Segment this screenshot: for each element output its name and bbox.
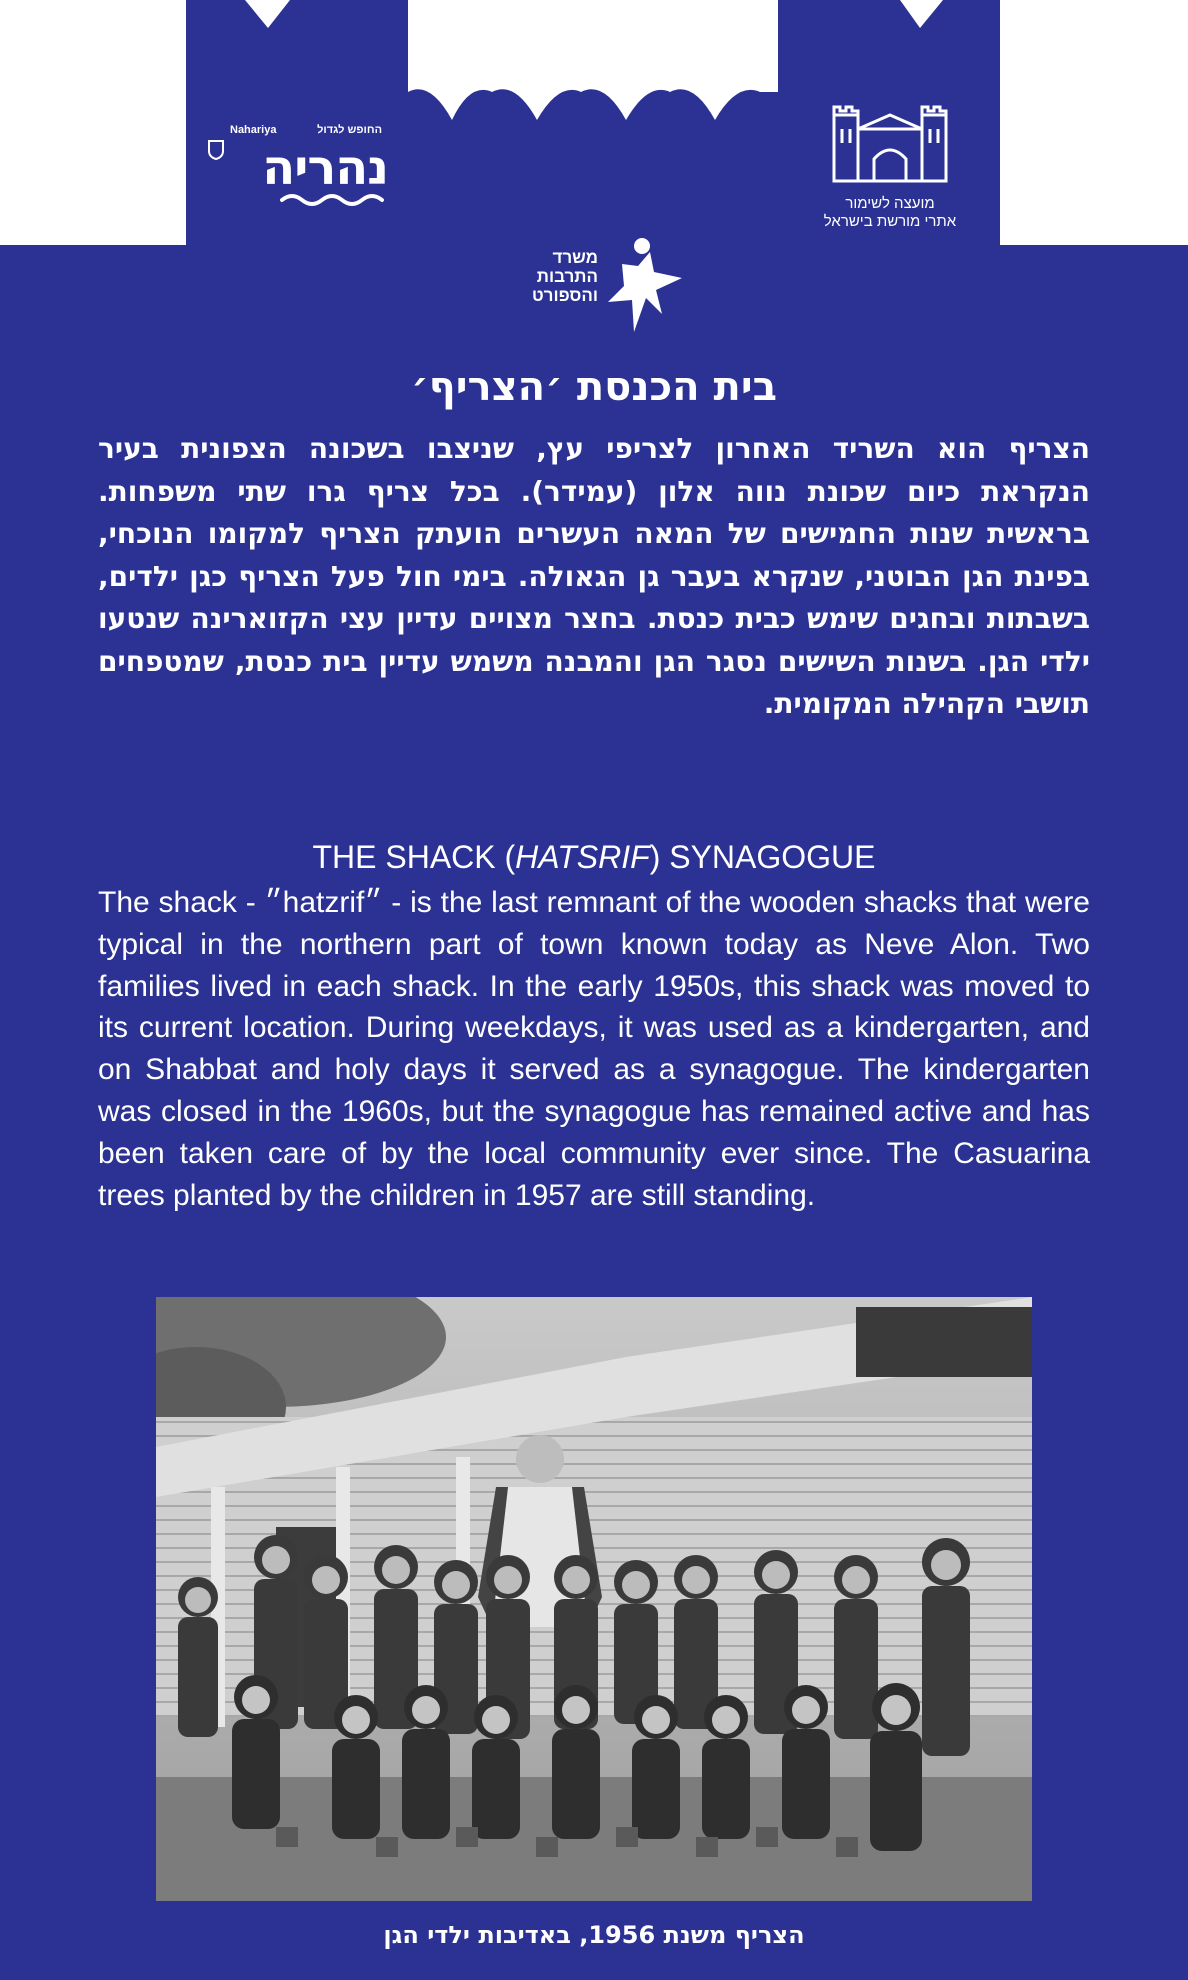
- star-icon: [600, 236, 690, 336]
- english-title-end: ) SYNAGOGUE: [649, 839, 876, 875]
- english-title-start: THE SHACK (: [312, 839, 516, 875]
- ministry-name-line1: משרד: [552, 248, 598, 267]
- hebrew-title: בית הכנסת ׳הצריף׳: [410, 364, 778, 410]
- hebrew-body: הצריף הוא השריד האחרון לצריפי עץ, שניצבו בשכונה הצפונית בעיר הנקראת כיום שכונת נווה אלון (עמידר). בכל צריף גרו שתי משפחות. בראשית שנות החמישים של המאה העשרים הועתק הצריף למקומו הנוכחי, בפינת הגן הבוטני, שנקרא בעבר גן הגאולה. בימי חול פעל הצריף כגן ילדים, בשבתות ובחגים שימש כבית כנסת. בחצר מצויים עדיין עצי הקזוארינה שנטעו ילדי הגן. בשנות השישים נסגר הגן והמבנה משמש עדיין בית כנסת, שמטפחים תושבי הקהילה המקומית.: [98, 432, 1090, 720]
- english-title: [98, 834, 1090, 880]
- ministry-name-line3: והספורט: [531, 286, 598, 305]
- nahariya-logo: [200, 118, 400, 208]
- photo-caption: הצריף משנת 1956, באדיבות ילדי הגן: [383, 1921, 805, 1949]
- ministry-name-line2: התרבות: [536, 267, 598, 286]
- wave-icon: [280, 192, 390, 208]
- building-icon: [830, 95, 950, 185]
- council-name-line1: מועצה לשימור: [845, 195, 935, 212]
- historic-photo: [156, 1297, 1032, 1901]
- nahariya-slogan: החופש לגדול: [317, 124, 382, 136]
- kindergarten-photo-illustration: [156, 1297, 1032, 1901]
- english-body: The shack - ״hatzrif״ - is the last remnant of the wooden shacks that were typical in the northern part of town known today as Neve Alon. Two families lived in each shack. In the early 1950s, this shack was moved to its current location. During weekdays, it was used as a kindergarten, and on Shabbat and holy days it served as a synagogue. The kindergarten was closed in the 1960s, but the synagogue has remained active and has been taken care of by the local community ever since. The Casuarina trees planted by the children in 1957 are still standing.: [98, 886, 1090, 1212]
- shield-icon: [208, 140, 224, 160]
- heritage-council-logo: [800, 95, 980, 245]
- nahariya-latin-name: Nahariya: [230, 124, 277, 136]
- english-title-italic: HATSRIF: [515, 839, 650, 875]
- ministry-logo: [500, 236, 700, 346]
- nahariya-wordmark: נהריה: [262, 140, 388, 196]
- council-name-line2: אתרי מורשת בישראל: [823, 213, 957, 230]
- ministry-name: [498, 248, 598, 305]
